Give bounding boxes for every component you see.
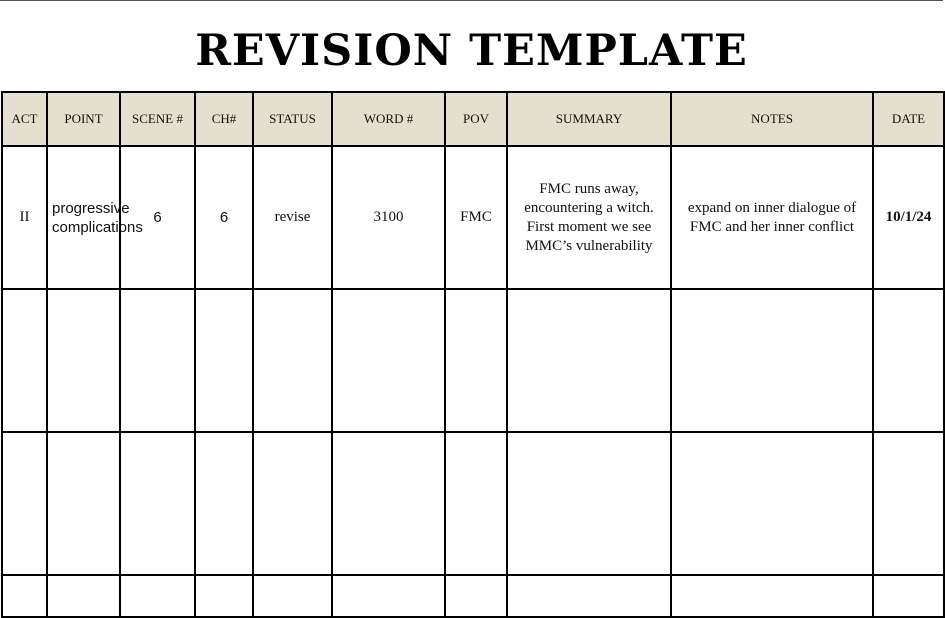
cell-notes[interactable]: [671, 289, 873, 432]
cell-word-count[interactable]: [332, 289, 445, 432]
cell-point[interactable]: [47, 289, 120, 432]
header-status: STATUS: [253, 92, 332, 146]
notes-line: expand on inner dialogue of: [687, 199, 857, 216]
cell-chapter[interactable]: 6: [195, 146, 253, 289]
cell-point[interactable]: [47, 432, 120, 575]
cell-date[interactable]: [873, 289, 944, 432]
cell-act[interactable]: [2, 575, 47, 617]
point-line: progressive: [52, 199, 130, 217]
cell-summary[interactable]: [507, 575, 671, 617]
cell-status[interactable]: [253, 432, 332, 575]
point-line: complications: [52, 218, 143, 236]
summary-line: First moment we see: [526, 218, 652, 235]
revision-table: [1, 91, 945, 618]
page-title: REVISION TEMPLATE: [195, 26, 748, 76]
notes-line: FMC and her inner conflict: [689, 218, 855, 235]
header-chapter: CH#: [195, 92, 253, 146]
header-summary: SUMMARY: [507, 92, 671, 146]
header-word-count: WORD #: [332, 92, 445, 146]
cell-act[interactable]: II: [2, 146, 47, 289]
table-row: [2, 146, 944, 289]
cell-scene[interactable]: [120, 432, 195, 575]
cell-scene[interactable]: 6: [120, 146, 195, 289]
header-row: [2, 92, 944, 146]
cell-notes[interactable]: [671, 146, 873, 289]
top-rule: [0, 0, 943, 1]
cell-point[interactable]: [47, 146, 143, 289]
table-row: [2, 432, 944, 575]
cell-pov[interactable]: [445, 432, 507, 575]
cell-pov[interactable]: [445, 289, 507, 432]
cell-summary[interactable]: [507, 289, 671, 432]
table-row: [2, 575, 944, 617]
cell-status[interactable]: [253, 575, 332, 617]
cell-chapter[interactable]: [195, 575, 253, 617]
cell-status[interactable]: revise: [253, 146, 332, 289]
cell-scene[interactable]: [120, 575, 195, 617]
cell-act[interactable]: [2, 432, 47, 575]
cell-word-count[interactable]: [332, 432, 445, 575]
cell-notes[interactable]: [671, 575, 873, 617]
header-date: DATE: [873, 92, 944, 146]
header-point: POINT: [47, 92, 120, 146]
cell-summary[interactable]: [507, 146, 671, 289]
summary-line: encountering a witch.: [524, 199, 654, 216]
cell-date[interactable]: [873, 575, 944, 617]
cell-pov[interactable]: FMC: [445, 146, 507, 289]
table-row: [2, 289, 944, 432]
cell-date[interactable]: [873, 432, 944, 575]
cell-status[interactable]: [253, 289, 332, 432]
cell-date[interactable]: 10/1/24: [873, 146, 944, 289]
cell-scene[interactable]: [120, 289, 195, 432]
cell-act[interactable]: [2, 289, 47, 432]
header-scene: SCENE #: [120, 92, 195, 146]
cell-chapter[interactable]: [195, 432, 253, 575]
header-pov: POV: [445, 92, 507, 146]
cell-notes[interactable]: [671, 432, 873, 575]
cell-pov[interactable]: [445, 575, 507, 617]
summary-line: MMC’s vulnerability: [525, 237, 653, 254]
header-notes: NOTES: [671, 92, 873, 146]
cell-word-count[interactable]: [332, 575, 445, 617]
header-act: ACT: [2, 92, 47, 146]
cell-word-count[interactable]: 3100: [332, 146, 445, 289]
cell-chapter[interactable]: [195, 289, 253, 432]
summary-line: FMC runs away,: [539, 180, 639, 197]
cell-point[interactable]: [47, 575, 120, 617]
cell-summary[interactable]: [507, 432, 671, 575]
